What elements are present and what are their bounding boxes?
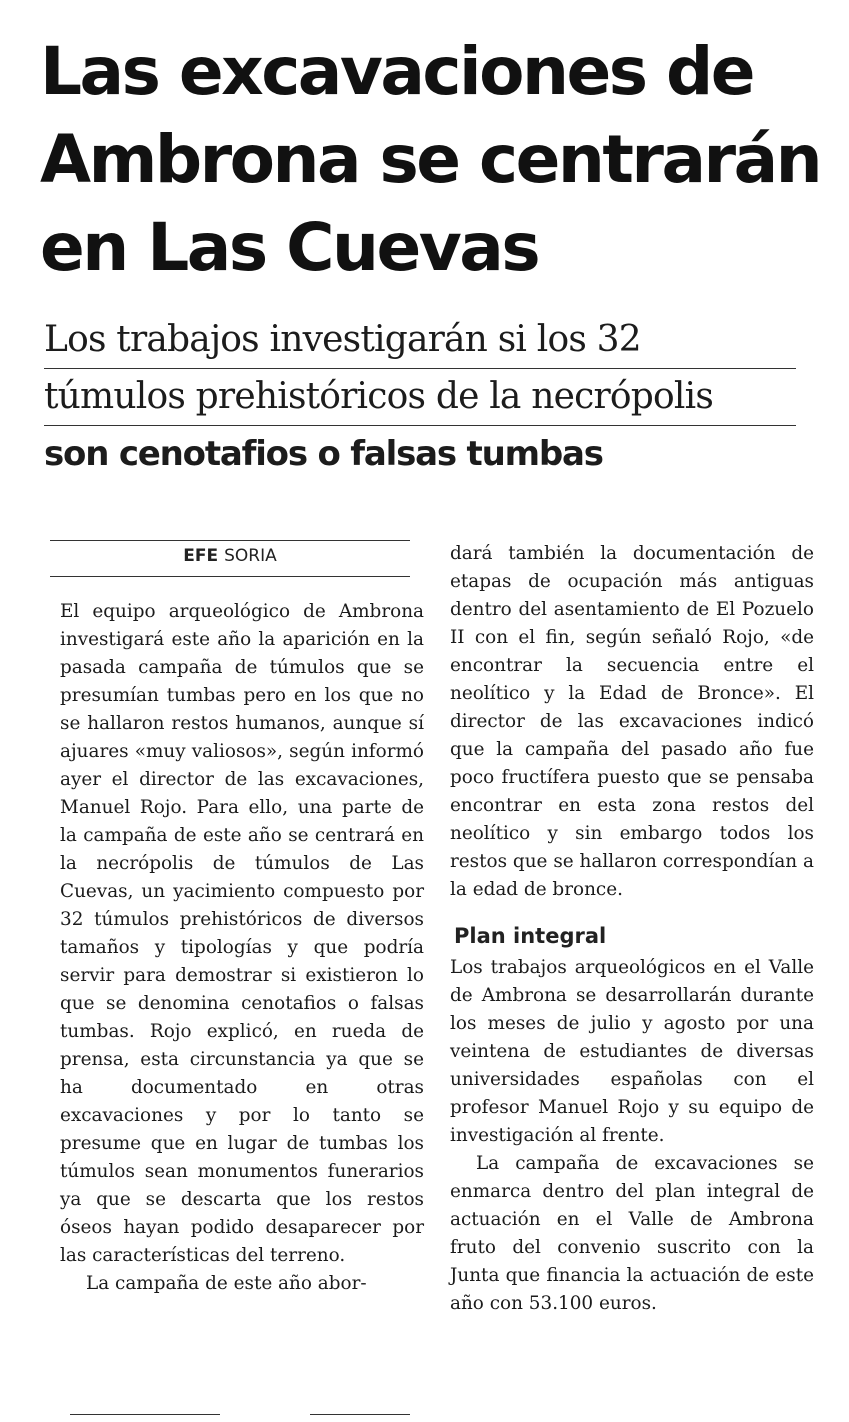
body-paragraph-2: La campaña de este año abor- xyxy=(86,1273,367,1294)
byline-location: SORIA xyxy=(224,546,277,566)
body-paragraph-3: Los trabajos arqueológicos en el Valle de Ambrona se desarrollarán durante los meses de julio y agosto por una veintena de estudiantes de diversas universidades españolas con el profesor Manuel Rojo y su equipo de investigación al frente. xyxy=(450,957,814,1146)
body-paragraph-4: La campaña de excavaciones se enmarca dentro del plan integral de actuación en el Valle de Ambrona fruto del convenio suscrito con la Junta que financia la actuación de este año con 53.100 euros. xyxy=(450,1153,814,1314)
byline-agency: EFE xyxy=(183,546,219,566)
subheadline-line-2: túmulos prehistóricos de la necrópolis xyxy=(44,369,796,426)
headline xyxy=(40,28,830,292)
byline-bottom-rule xyxy=(50,576,410,577)
footer-rule-left xyxy=(70,1414,220,1415)
section-subhead: Plan integral xyxy=(454,924,607,948)
subheadline-line-1: Los trabajos investigarán si los 32 xyxy=(44,312,796,369)
body-paragraph-continued: dará también la documentación de etapas de ocupación más antiguas dentro del asentamiento de El Pozuelo II con el fin, según señaló Rojo, «de encontrar la secuencia entre el neolítico y la Edad de Bronce». El director de las excavaciones indicó que la campaña del pasado año fue poco fructífera puesto que se pensaba encontrar en esta zona restos del neolítico y sin embargo todos los restos que se hallaron correspondían a la edad de bronce. xyxy=(450,543,814,900)
byline-top-rule xyxy=(50,540,410,541)
subheadline-line-3: son cenotafios o falsas tumbas xyxy=(44,434,603,474)
article-column-1 xyxy=(60,598,424,1298)
body-paragraph-1: El equipo arqueológico de Ambrona investigará este año la aparición en la pasada campaña de túmulos que se presumían tumbas pero en los que no se hallaron restos humanos, aunque sí ajuares «muy valiosos», según informó ayer el director de las excavaciones, Manuel Rojo. Para ello, una parte de la campaña de este año se centrará en la necrópolis de túmulos de Las Cuevas, un yacimiento compuesto por 32 túmulos prehistóricos de diversos tamaños y tipologías y que podría servir para demostrar si existieron lo que se denomina cenotafios o falsas tumbas. Rojo explicó, en rueda de prensa, esta circunstancia ya que se ha documentado en otras excavaciones y por lo tanto se presume que en lugar de tumbas los túmulos sean monumentos funerarios ya que se descarta que los restos óseos hayan podido desaparecer por las características del terreno. xyxy=(60,601,424,1266)
subheadline xyxy=(44,312,796,482)
headline-line-3: en Las Cuevas xyxy=(40,209,539,286)
byline xyxy=(50,546,410,566)
article-column-2 xyxy=(450,540,814,1318)
headline-line-1: Las excavaciones de xyxy=(40,33,754,110)
footer-rule-right xyxy=(310,1414,410,1415)
headline-line-2: Ambrona se centrarán xyxy=(40,121,821,198)
